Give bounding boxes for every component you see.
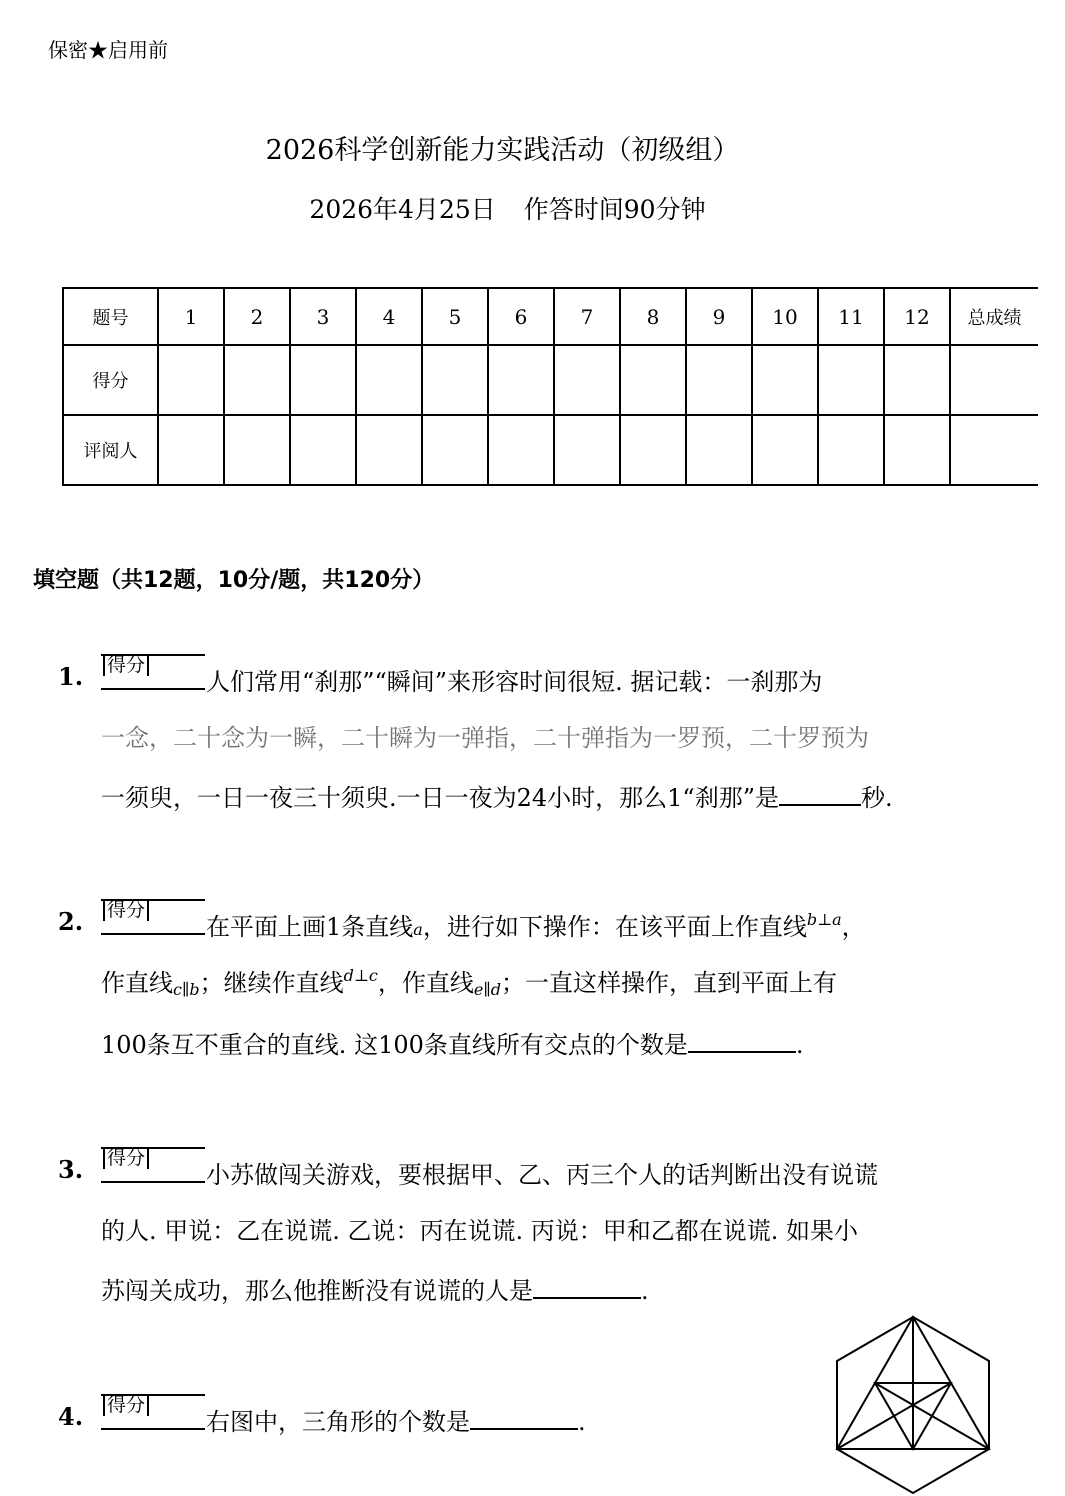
question-text-line: 在平面上画1条直线a，进行如下操作：在该平面上作直线$^{b\perp a}$， bbox=[206, 910, 866, 941]
score-cell[interactable] bbox=[158, 345, 224, 415]
table-col-header: 7 bbox=[554, 288, 620, 345]
math-d-perp-c: d⊥c bbox=[343, 966, 378, 985]
question-text-line: 小苏做闯关游戏，要根据甲、乙、丙三个人的话判断出没有说谎 bbox=[206, 1161, 878, 1189]
score-box-label: 得分 bbox=[103, 654, 149, 676]
table-header-label: 题号 bbox=[63, 288, 158, 345]
question-text-line bbox=[101, 1025, 804, 1060]
reviewer-cell[interactable] bbox=[290, 415, 356, 485]
question-text: ，进行如下操作：在该平面上作直线 bbox=[422, 913, 807, 941]
score-cell[interactable] bbox=[884, 345, 950, 415]
question-text: 100条互不重合的直线. 这100条直线所有交点的个数是 bbox=[101, 1031, 688, 1059]
question-text: ，作直线 bbox=[377, 969, 474, 997]
question-text: 在平面上画1条直线 bbox=[206, 913, 414, 941]
reviewer-cell[interactable] bbox=[884, 415, 950, 485]
score-cell[interactable] bbox=[422, 345, 488, 415]
score-box-label: 得分 bbox=[103, 1147, 149, 1169]
score-box[interactable] bbox=[101, 1394, 205, 1430]
page-title: 2026科学创新能力实践活动（初级组） bbox=[265, 135, 740, 166]
table-col-header: 3 bbox=[290, 288, 356, 345]
question-text-line: 的人. 甲说：乙在说谎. 乙说：丙在说谎. 丙说：甲和乙都在说谎. 如果小 bbox=[101, 1217, 859, 1245]
row-label-score: 得分 bbox=[63, 345, 158, 415]
table-col-header: 5 bbox=[422, 288, 488, 345]
score-box[interactable] bbox=[101, 899, 205, 935]
question-text-line: 一念，二十念为一瞬，二十瞬为一弹指，二十弹指为一罗预，二十罗预为 bbox=[101, 724, 869, 752]
row-label-reviewer: 评阅人 bbox=[63, 415, 158, 485]
total-reviewer-cell[interactable] bbox=[950, 415, 1038, 485]
reviewer-cell[interactable] bbox=[356, 415, 422, 485]
math-e-par-d: e∥d bbox=[473, 980, 501, 999]
question-text-line bbox=[101, 778, 893, 813]
score-table bbox=[62, 287, 1038, 486]
reviewer-cell[interactable] bbox=[620, 415, 686, 485]
table-col-header: 8 bbox=[620, 288, 686, 345]
question-text: 秒. bbox=[860, 784, 893, 812]
table-col-header: 11 bbox=[818, 288, 884, 345]
question-text: ；一直这样操作，直到平面上有 bbox=[500, 969, 837, 997]
score-row bbox=[63, 345, 1038, 415]
score-cell[interactable] bbox=[620, 345, 686, 415]
reviewer-cell[interactable] bbox=[686, 415, 752, 485]
table-col-header: 1 bbox=[158, 288, 224, 345]
question-text: . bbox=[641, 1277, 649, 1305]
exam-date: 2026年4月25日 bbox=[309, 195, 496, 224]
question-number: 4. bbox=[58, 1402, 84, 1431]
question-number: 3. bbox=[58, 1155, 84, 1184]
answer-blank[interactable] bbox=[533, 1277, 641, 1299]
question-text: 作直线 bbox=[101, 969, 173, 997]
reviewer-cell[interactable] bbox=[752, 415, 818, 485]
score-table-header-row bbox=[63, 288, 1038, 345]
score-box-label: 得分 bbox=[103, 899, 149, 921]
exam-info bbox=[0, 190, 1015, 226]
score-cell[interactable] bbox=[554, 345, 620, 415]
question-text: 一须臾，一日一夜三十须臾.一日一夜为24小时，那么1“刹那”是 bbox=[101, 784, 779, 812]
score-cell[interactable] bbox=[290, 345, 356, 415]
question-text-line bbox=[101, 963, 837, 999]
section-title: 填空题（共12题，10分/题，共120分） bbox=[33, 568, 435, 593]
question-text: 苏闯关成功，那么他推断没有说谎的人是 bbox=[101, 1277, 533, 1305]
math-b-perp-a: b⊥a bbox=[806, 910, 842, 929]
score-cell[interactable] bbox=[356, 345, 422, 415]
score-box[interactable] bbox=[101, 1147, 205, 1183]
reviewer-cell[interactable] bbox=[554, 415, 620, 485]
total-score-cell[interactable] bbox=[950, 345, 1038, 415]
exam-duration: 作答时间90分钟 bbox=[523, 195, 706, 224]
question-text-line: 人们常用“刹那”“瞬间”来形容时间很短. 据记载：一刹那为 bbox=[206, 668, 823, 696]
question-number: 2. bbox=[58, 907, 84, 936]
score-box-label: 得分 bbox=[103, 1394, 149, 1416]
answer-blank[interactable] bbox=[470, 1408, 578, 1430]
table-col-header: 9 bbox=[686, 288, 752, 345]
reviewer-cell[interactable] bbox=[422, 415, 488, 485]
question-text: ；继续作直线 bbox=[199, 969, 344, 997]
score-cell[interactable] bbox=[488, 345, 554, 415]
table-col-header: 12 bbox=[884, 288, 950, 345]
score-box[interactable] bbox=[101, 654, 205, 690]
math-c-par-b: c∥b bbox=[173, 980, 200, 999]
reviewer-cell[interactable] bbox=[158, 415, 224, 485]
triangle-figure bbox=[833, 1315, 993, 1495]
table-col-header: 2 bbox=[224, 288, 290, 345]
score-cell[interactable] bbox=[224, 345, 290, 415]
math-a: a bbox=[413, 920, 423, 939]
answer-blank[interactable] bbox=[779, 784, 861, 806]
reviewer-cell[interactable] bbox=[818, 415, 884, 485]
table-col-header-total: 总成绩 bbox=[950, 288, 1038, 345]
reviewer-cell[interactable] bbox=[224, 415, 290, 485]
score-cell[interactable] bbox=[752, 345, 818, 415]
table-col-header: 4 bbox=[356, 288, 422, 345]
question-text: . bbox=[578, 1408, 586, 1436]
question-text: 右图中，三角形的个数是 bbox=[206, 1408, 470, 1436]
reviewer-row bbox=[63, 415, 1038, 485]
score-cell[interactable] bbox=[818, 345, 884, 415]
question-text-line bbox=[206, 1402, 586, 1437]
question-text-line bbox=[101, 1271, 649, 1306]
table-col-header: 6 bbox=[488, 288, 554, 345]
question-text: . bbox=[795, 1031, 804, 1059]
score-cell[interactable] bbox=[686, 345, 752, 415]
reviewer-cell[interactable] bbox=[488, 415, 554, 485]
table-col-header: 10 bbox=[752, 288, 818, 345]
question-number: 1. bbox=[58, 662, 84, 691]
answer-blank[interactable] bbox=[688, 1031, 796, 1053]
confidential-mark: 保密★启用前 bbox=[48, 38, 168, 62]
